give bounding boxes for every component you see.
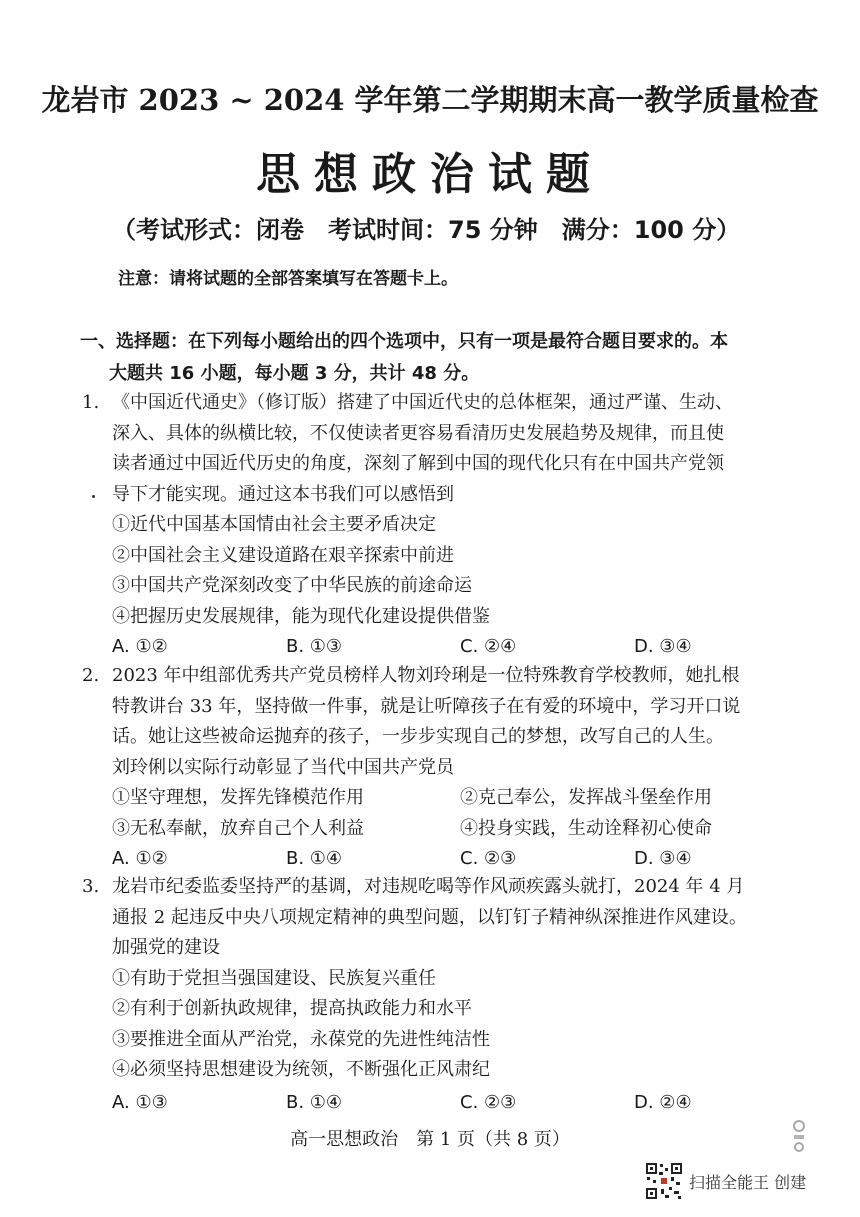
choice-a: A. ①③ <box>112 1091 168 1113</box>
statement-option: ④把握历史发展规律，能为现代化建设提供借鉴 <box>112 605 490 627</box>
statement-option-row <box>82 814 808 845</box>
question-stem-line: 2023 年中组部优秀共产党员榜样人物刘玲琍是一位特殊教育学校教师，她扎根 <box>112 665 740 686</box>
section-heading-line-2: 大题共 16 小题，每小题 3 分，共计 48 分。 <box>109 363 480 384</box>
statement-option: ①有助于党担当强国建设、民族复兴重任 <box>112 967 436 989</box>
choice-c: C. ②④ <box>460 636 517 657</box>
statement-option: ③要推进全面从严治党，永葆党的先进性纯洁性 <box>112 1028 490 1050</box>
question-stem-line: 《中国近代通史》（修订版）搭建了中国近代史的总体框架，通过严谨、生动、 <box>112 392 733 413</box>
notice: 注意：请将试题的全部答案填写在答题卡上。 <box>118 269 458 289</box>
choice-d: D. ③④ <box>634 636 692 657</box>
answer-choices <box>82 1088 808 1119</box>
section-heading-line-1: 一、选择题：在下列每小题给出的四个选项中，只有一项是最符合题目要求的。本 <box>80 331 728 352</box>
scanner-label: 扫描全能王 创建 <box>689 1172 807 1192</box>
question-stem-line: 读者通过中国近代历史的角度，深刻了解到中国的现代化只有在中国共产党领 <box>112 453 724 474</box>
statement-option: ③无私奉献，放弃自己个人利益 <box>112 817 364 839</box>
question-number: 2. <box>82 665 100 686</box>
question-stem-line: 通报 2 起违反中央八项规定精神的典型问题，以钉钉子精神纵深推进作风建设。 <box>112 906 747 928</box>
choice-b: B. ①④ <box>286 1091 343 1113</box>
choice-d: D. ②④ <box>634 1091 692 1113</box>
choice-b: B. ①④ <box>286 848 343 869</box>
statement-option: ②有利于创新执政规律，提高执政能力和水平 <box>112 998 472 1019</box>
statement-option: ①坚守理想，发挥先锋模范作用 <box>112 787 364 808</box>
question-stem-line: 刘玲俐以实际行动彰显了当代中国共产党员 <box>112 756 454 778</box>
question-stem-line: 特教讲台 33 年，坚持做一件事，就是让听障孩子在有爱的环境中，学习开口说 <box>112 695 741 717</box>
choice-c: C. ②③ <box>460 848 517 869</box>
page-footer: 高一思想政治 第 1 页（共 8 页） <box>290 1129 570 1150</box>
statement-option: ③中国共产党深刻改变了中华民族的前途命运 <box>112 575 472 596</box>
question-stem-line: 龙岩市纪委监委坚持严的基调，对违规吃喝等作风顽疾露头就打，2024 年 4 月 <box>112 876 745 897</box>
question-stem-line: 加强党的建设 <box>112 937 220 958</box>
qr-code-icon <box>645 1162 683 1200</box>
question-stem-line: 话。她让这些被命运抛弃的孩子，一步步实现自己的梦想，改写自己的人生。 <box>112 726 724 747</box>
scanner-watermark <box>645 1162 806 1200</box>
question-number: 1. <box>82 392 100 413</box>
choice-c: C. ②③ <box>460 1091 517 1113</box>
choice-d: D. ③④ <box>634 848 692 869</box>
statement-option: ④必须坚持思想建设为统领，不断强化正风肃纪 <box>112 1059 490 1080</box>
choice-b: B. ①③ <box>286 636 343 657</box>
choice-a: A. ①② <box>112 636 168 657</box>
question-3 <box>82 872 808 1118</box>
question-2 <box>82 661 808 875</box>
question-number: 3. <box>82 876 100 897</box>
question-1 <box>82 388 808 663</box>
answer-choices <box>82 632 808 663</box>
statement-option-row <box>82 783 808 814</box>
subject-title: 思想政治试题 <box>256 149 604 200</box>
statement-option: ②克己奉公，发挥战斗堡垒作用 <box>460 787 712 808</box>
exam-title: 龙岩市 2023 ~ 2024 学年第二学期期末高一教学质量检查 <box>41 83 819 117</box>
question-stem-line: 导下才能实现。通过这本书我们可以感悟到 <box>112 483 454 505</box>
exam-info: （考试形式：闭卷 考试时间：75 分钟 满分：100 分） <box>112 216 741 244</box>
statement-option: ②中国社会主义建设道路在艰辛探索中前进 <box>112 544 454 566</box>
statement-option: ①近代中国基本国情由社会主要矛盾决定 <box>112 514 436 535</box>
answer-choices <box>82 844 808 875</box>
statement-option: ④投身实践，生动诠释初心使命 <box>460 817 712 839</box>
section-heading <box>80 326 800 390</box>
choice-a: A. ①② <box>112 848 168 869</box>
scan-mark-icon <box>788 1118 810 1156</box>
question-stem-line: 深入、具体的纵横比较，不仅使读者更容易看清历史发展趋势及规律，而且使 <box>112 422 724 444</box>
